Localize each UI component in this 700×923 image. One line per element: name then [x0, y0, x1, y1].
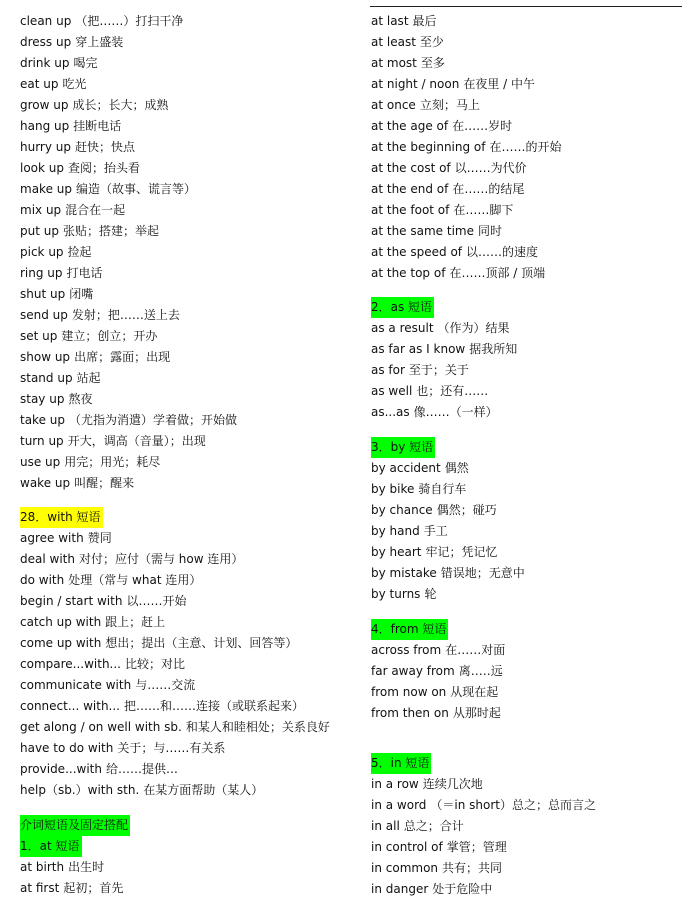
phrase-chinese: 在某方面帮助（某人） [143, 783, 264, 797]
phrase-entry [20, 179, 360, 200]
phrase-english: do with [20, 573, 65, 587]
phrase-english: pick up [20, 245, 64, 259]
phrase-entry [20, 612, 360, 633]
phrase-chinese: 闭嘴 [69, 287, 94, 301]
phrase-entry [371, 200, 691, 221]
phrase-entry [20, 696, 360, 717]
by-phrase-list [371, 458, 691, 605]
phrase-chinese: 离…‥远 [458, 664, 503, 678]
phrase-english: get along / on well with sb. [20, 720, 182, 734]
phrase-chinese: 掌管；管理 [446, 840, 507, 854]
phrase-entry [371, 32, 691, 53]
phrase-chinese: （把……）打扫干净 [75, 14, 184, 28]
phrase-english: stay up [20, 392, 65, 406]
phrase-english: at the end of [371, 182, 449, 196]
phrase-english: agree with [20, 531, 84, 545]
phrase-chinese: 在……的结尾 [452, 182, 525, 196]
phrase-entry [371, 360, 691, 381]
phrase-chinese: 以……开始 [126, 594, 187, 608]
phrase-entry [20, 221, 360, 242]
with-heading-text: 28．with 短语 [20, 507, 103, 528]
phrase-entry [20, 738, 360, 759]
phrase-english: help（sb.）with sth. [20, 783, 140, 797]
phrase-entry [371, 795, 691, 816]
phrase-entry [371, 95, 691, 116]
as-section-heading [371, 297, 691, 318]
phrase-entry [20, 389, 360, 410]
phrase-chinese: 挂断电话 [73, 119, 122, 133]
phrase-entry [20, 368, 360, 389]
phrase-english: drink up [20, 56, 70, 70]
phrase-entry [371, 500, 691, 521]
phrase-chinese: 在夜里 / 中午 [463, 77, 535, 91]
phrase-chinese: 骑自行车 [418, 482, 467, 496]
by-section-heading [371, 437, 691, 458]
phrase-english: as well [371, 384, 413, 398]
phrase-english: in a word [371, 798, 427, 812]
phrase-entry [20, 11, 360, 32]
phrase-entry [371, 402, 691, 423]
phrase-entry [20, 549, 360, 570]
phrase-entry [371, 563, 691, 584]
phrase-english: in common [371, 861, 439, 875]
in-heading-text: 5．in 短语 [371, 753, 431, 774]
phrase-english: as...as [371, 405, 410, 419]
phrase-english: at most [371, 56, 417, 70]
phrase-chinese: 穿上盛装 [75, 35, 124, 49]
phrase-chinese: 赶快；快点 [75, 140, 136, 154]
phrase-english: at the top of [371, 266, 446, 280]
phrase-entry [371, 263, 691, 284]
phrase-english: in control of [371, 840, 443, 854]
phrase-entry [20, 675, 360, 696]
phrase-chinese: 同时 [477, 224, 502, 238]
phrase-entry [371, 774, 691, 795]
phrase-entry [20, 158, 360, 179]
phrase-english: hang up [20, 119, 70, 133]
phrase-english: shut up [20, 287, 66, 301]
phrase-english: at the same time [371, 224, 474, 238]
phrase-english: across from [371, 643, 442, 657]
phrase-entry [20, 473, 360, 494]
phrase-english: at birth [20, 860, 65, 874]
phrase-entry [371, 53, 691, 74]
phrase-english: as a result [371, 321, 434, 335]
phrase-entry [20, 53, 360, 74]
with-phrase-list [20, 528, 360, 801]
phrase-entry [371, 179, 691, 200]
phrase-english: deal with [20, 552, 75, 566]
phrase-chinese: 轮 [424, 587, 437, 601]
phrase-english: at night / noon [371, 77, 460, 91]
phrase-chinese: 用完；用光；耗尽 [64, 455, 161, 469]
phrase-chinese: 出生时 [68, 860, 105, 874]
phrase-english: send up [20, 308, 68, 322]
phrase-english: ring up [20, 266, 63, 280]
phrase-entry [371, 158, 691, 179]
phrase-chinese: 最后 [412, 14, 437, 28]
phrase-chinese: 对付；应付（需与 how 连用） [78, 552, 244, 566]
phrase-chinese: 在……的开始 [489, 140, 562, 154]
phrase-english: from then on [371, 706, 449, 720]
phrase-chinese: 至于；关于 [408, 363, 469, 377]
phrase-english: by accident [371, 461, 441, 475]
phrase-chinese: 叫醒；醒来 [74, 476, 135, 490]
phrase-english: stand up [20, 371, 73, 385]
phrase-entry [371, 221, 691, 242]
phrase-entry [371, 521, 691, 542]
phrase-english: eat up [20, 77, 59, 91]
phrase-entry [371, 318, 691, 339]
phrase-english: begin / start with [20, 594, 123, 608]
phrase-english: put up [20, 224, 59, 238]
phrase-entry [371, 584, 691, 605]
phrase-chinese: （作为）结果 [437, 321, 510, 335]
phrase-english: at the beginning of [371, 140, 486, 154]
phrase-entry [371, 837, 691, 858]
as-heading-text: 2．as 短语 [371, 297, 434, 318]
phrase-english: from now on [371, 685, 447, 699]
phrase-english: set up [20, 329, 58, 343]
phrase-chinese: 从现在起 [450, 685, 499, 699]
phrase-entry [371, 458, 691, 479]
phrase-entry [20, 74, 360, 95]
phrase-english: at the age of [371, 119, 449, 133]
phrase-entry [20, 780, 360, 801]
phrase-chinese: 成长；长大；成熟 [72, 98, 169, 112]
phrase-chinese: 查阅；抬头看 [68, 161, 141, 175]
phrase-english: use up [20, 455, 61, 469]
phrase-entry [20, 116, 360, 137]
phrase-entry [20, 452, 360, 473]
phrase-english: make up [20, 182, 72, 196]
phrase-chinese: 在……岁时 [452, 119, 513, 133]
phrase-entry [371, 381, 691, 402]
phrase-english: by chance [371, 503, 433, 517]
phrase-chinese: 在……脚下 [453, 203, 514, 217]
up-phrase-list [20, 11, 360, 494]
phrase-chinese: 建立；创立；开办 [61, 329, 158, 343]
phrase-english: at the foot of [371, 203, 450, 217]
phrase-chinese: 想出；提出（主意、计划、回答等） [105, 636, 298, 650]
phrase-entry [20, 410, 360, 431]
with-section-heading [20, 507, 360, 528]
phrase-chinese: 捡起 [67, 245, 92, 259]
right-column [371, 11, 691, 900]
phrase-chinese: 吃光 [62, 77, 87, 91]
phrase-chinese: 错误地；无意中 [440, 566, 525, 580]
phrase-entry [20, 263, 360, 284]
phrase-entry [20, 717, 360, 738]
phrase-chinese: 偶然；碰巧 [436, 503, 497, 517]
phrase-english: hurry up [20, 140, 72, 154]
phrase-english: dress up [20, 35, 72, 49]
at-heading-text: 1．at 短语 [20, 836, 82, 857]
phrase-entry [20, 654, 360, 675]
phrase-chinese: 在……对面 [445, 643, 506, 657]
phrase-entry [20, 284, 360, 305]
phrase-english: by hand [371, 524, 420, 538]
phrase-english: at least [371, 35, 416, 49]
phrase-english: compare...with... [20, 657, 121, 671]
phrase-chinese: 也；还有…… [416, 384, 489, 398]
from-phrase-list [371, 640, 691, 724]
phrase-chinese: 开大，调高（音量）；出现 [67, 434, 206, 448]
as-phrase-list [371, 318, 691, 423]
phrase-chinese: 据我所知 [469, 342, 518, 356]
phrase-chinese: （尤指为消遣）学着做；开始做 [69, 413, 238, 427]
phrase-chinese: 比较；对比 [125, 657, 186, 671]
phrase-entry [371, 879, 691, 900]
phrase-entry [20, 242, 360, 263]
phrase-english: come up with [20, 636, 102, 650]
phrase-chinese: （＝in short）总之；总而言之 [430, 798, 597, 812]
phrase-english: connect... with... [20, 699, 120, 713]
phrase-entry [20, 32, 360, 53]
phrase-entry [371, 116, 691, 137]
phrase-english: by turns [371, 587, 421, 601]
phrase-chinese: 给……提供‥. [105, 762, 178, 776]
phrase-chinese: 跟上；赶上 [105, 615, 166, 629]
phrase-chinese: 和某人和睦相处；关系良好 [185, 720, 330, 734]
phrase-entry [20, 759, 360, 780]
phrase-entry [371, 11, 691, 32]
phrase-chinese: 手工 [423, 524, 448, 538]
phrase-english: grow up [20, 98, 69, 112]
phrase-english: show up [20, 350, 71, 364]
phrase-chinese: 至少 [419, 35, 444, 49]
phrase-entry [371, 137, 691, 158]
top-divider-line [370, 6, 682, 7]
phrase-chinese: 立刻；马上 [419, 98, 480, 112]
phrase-english: at the speed of [371, 245, 463, 259]
phrase-entry [20, 95, 360, 116]
phrase-entry [371, 661, 691, 682]
phrase-chinese: 混合在一起 [65, 203, 126, 217]
phrase-chinese: 在……顶部 / 顶端 [449, 266, 546, 280]
phrase-english: mix up [20, 203, 62, 217]
phrase-entry [371, 479, 691, 500]
at-phrase-list-left [20, 857, 360, 899]
phrase-chinese: 以……为代价 [454, 161, 527, 175]
phrase-chinese: 从那时起 [452, 706, 501, 720]
phrase-chinese: 打电话 [66, 266, 103, 280]
phrase-chinese: 以……的速度 [466, 245, 539, 259]
phrase-chinese: 编造（故事、谎言等） [75, 182, 196, 196]
phrase-chinese: 至多 [420, 56, 445, 70]
left-column [20, 11, 360, 899]
phrase-english: clean up [20, 14, 72, 28]
prep-phrases-heading [20, 815, 360, 836]
phrase-entry [20, 591, 360, 612]
phrase-chinese: 关于；与……有关系 [117, 741, 226, 755]
phrase-english: at first [20, 881, 60, 895]
phrase-entry [371, 858, 691, 879]
phrase-entry [20, 570, 360, 591]
in-section-heading [371, 753, 691, 774]
phrase-chinese: 赞同 [87, 531, 112, 545]
phrase-entry [20, 326, 360, 347]
phrase-chinese: 喝完 [73, 56, 98, 70]
phrase-chinese: 把……和……连接（或联系起来） [124, 699, 305, 713]
phrase-entry [20, 347, 360, 368]
phrase-english: wake up [20, 476, 71, 490]
from-heading-text: 4．from 短语 [371, 619, 448, 640]
phrase-entry [371, 682, 691, 703]
in-phrase-list [371, 774, 691, 900]
phrase-entry [371, 74, 691, 95]
phrase-entry [20, 857, 360, 878]
by-heading-text: 3．by 短语 [371, 437, 435, 458]
phrase-chinese: 发射；把……送上去 [71, 308, 180, 322]
phrase-entry [20, 200, 360, 221]
phrase-english: in all [371, 819, 400, 833]
phrase-entry [371, 242, 691, 263]
phrase-entry [20, 878, 360, 899]
phrase-entry [20, 305, 360, 326]
phrase-entry [20, 137, 360, 158]
phrase-chinese: 与……交流 [135, 678, 196, 692]
phrase-entry [371, 339, 691, 360]
phrase-english: in a row [371, 777, 419, 791]
phrase-chinese: 像……（一样） [413, 405, 498, 419]
phrase-chinese: 张贴；搭建；举起 [62, 224, 159, 238]
phrase-chinese: 熬夜 [68, 392, 93, 406]
phrase-entry [371, 542, 691, 563]
phrase-english: provide...with [20, 762, 102, 776]
phrase-entry [20, 528, 360, 549]
phrase-chinese: 站起 [76, 371, 101, 385]
from-section-heading [371, 619, 691, 640]
prep-heading-text: 介词短语及固定搭配 [20, 815, 130, 836]
phrase-chinese: 起初；首先 [63, 881, 124, 895]
at-phrase-list-right [371, 11, 691, 284]
phrase-chinese: 处理（常与 what 连用） [68, 573, 202, 587]
phrase-english: in danger [371, 882, 429, 896]
phrase-english: at the cost of [371, 161, 451, 175]
phrase-english: catch up with [20, 615, 102, 629]
phrase-english: by heart [371, 545, 422, 559]
phrase-entry [20, 431, 360, 452]
phrase-english: look up [20, 161, 65, 175]
phrase-english: take up [20, 413, 65, 427]
phrase-chinese: 牢记；凭记忆 [425, 545, 498, 559]
phrase-chinese: 偶然 [444, 461, 469, 475]
at-section-heading [20, 836, 360, 857]
phrase-english: as for [371, 363, 405, 377]
phrase-chinese: 处于危险中 [432, 882, 493, 896]
phrase-entry [371, 816, 691, 837]
phrase-chinese: 共有；共同 [442, 861, 503, 875]
phrase-english: turn up [20, 434, 64, 448]
phrase-chinese: 出席；露面；出现 [74, 350, 171, 364]
phrase-english: far away from [371, 664, 455, 678]
phrase-english: by bike [371, 482, 415, 496]
phrase-entry [20, 633, 360, 654]
phrase-chinese: 总之；合计 [403, 819, 464, 833]
phrase-chinese: 连续几次地 [422, 777, 483, 791]
phrase-entry [371, 703, 691, 724]
phrase-english: at last [371, 14, 409, 28]
phrase-english: have to do with [20, 741, 114, 755]
phrase-english: by mistake [371, 566, 437, 580]
phrase-english: at once [371, 98, 416, 112]
phrase-english: as far as I know [371, 342, 466, 356]
phrase-entry [371, 640, 691, 661]
phrase-english: communicate with [20, 678, 132, 692]
